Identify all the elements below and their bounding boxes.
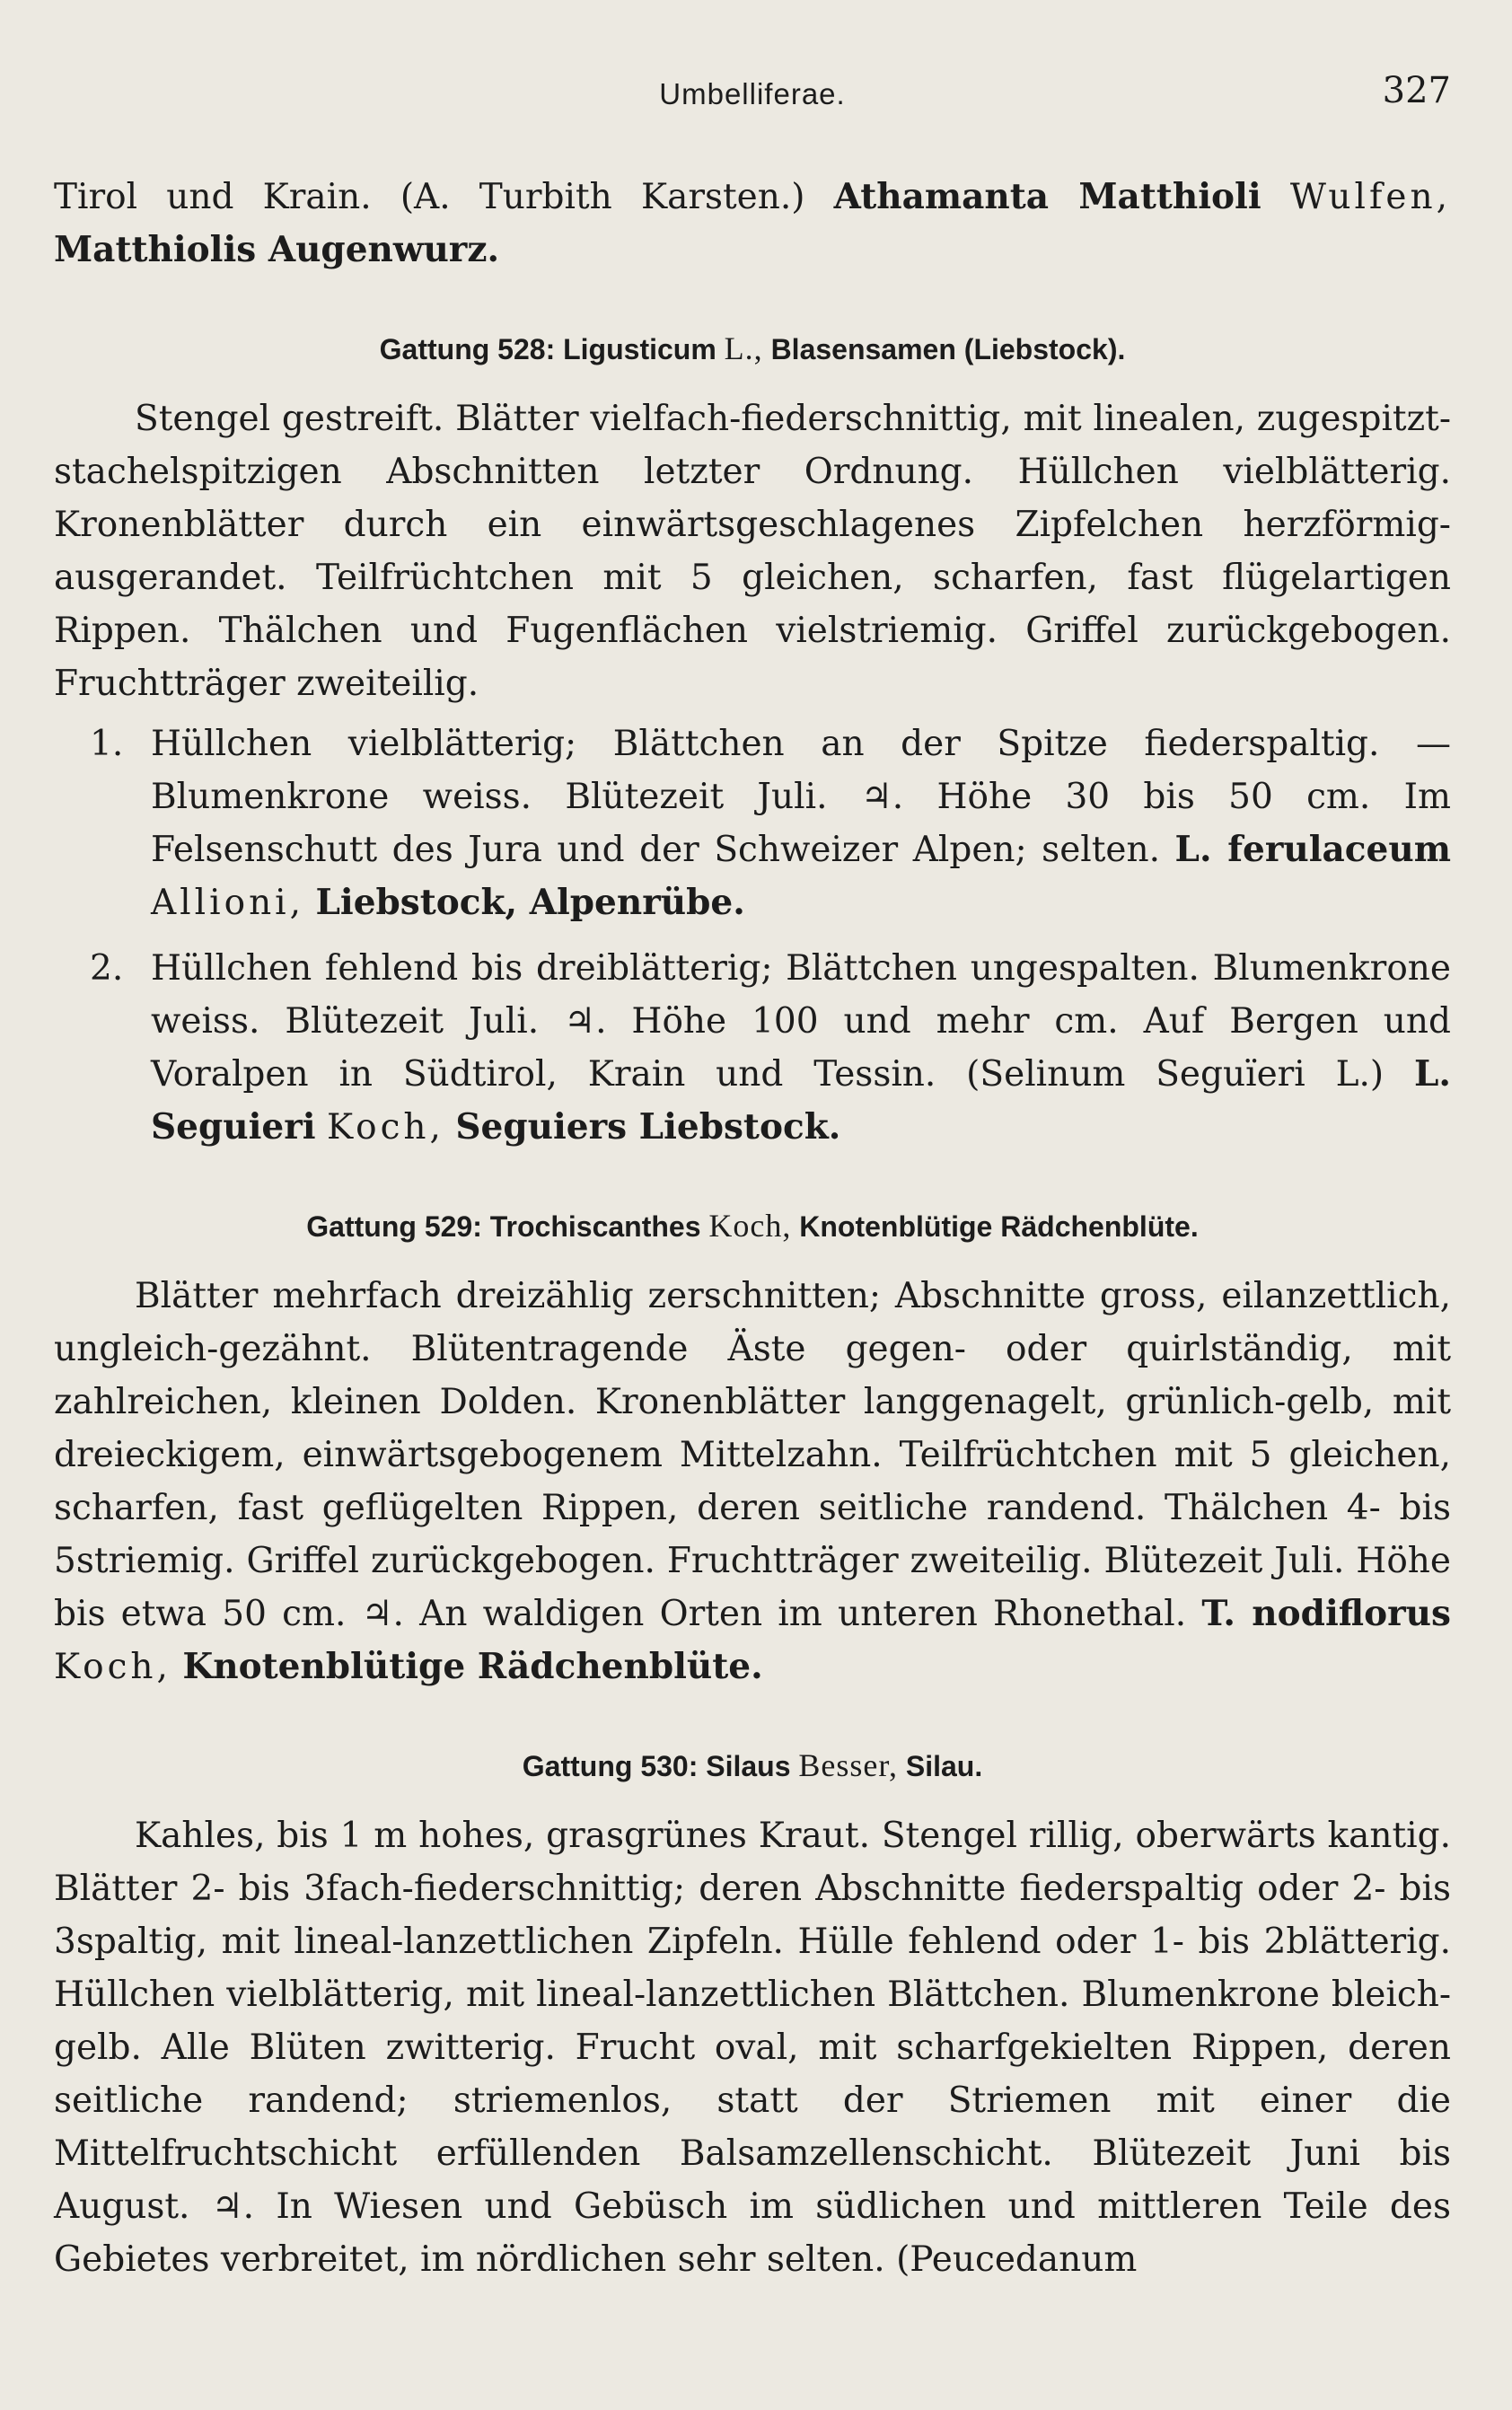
item-text: Hüllchen fehlend bis dreiblätterig; Blättchen ungespalten. Blumenkrone weiss. Blütezeit Juli. ♃. Höhe 100 und mehr cm. Auf Bergen und Voralpen in Südtirol, Krain und Tessin. (Selinum Seguïeri L.): [151, 948, 1451, 1095]
genus-heading-530: [54, 1746, 1451, 1786]
species-common-name: Seguiers Liebstock.: [455, 1106, 841, 1148]
species-author: Koch,: [54, 1647, 171, 1687]
running-title: Umbelliferae.: [659, 77, 846, 110]
item-number: 1.: [90, 724, 124, 764]
species-name: Athamanta Matthioli: [833, 176, 1261, 217]
genus-label: Gattung 529:: [306, 1210, 482, 1243]
species-name: L. ferulaceum: [1174, 829, 1451, 870]
genus-author: L.,: [724, 330, 763, 366]
page-body: [54, 171, 1451, 2286]
genus-description-paragraph: [54, 1270, 1451, 1693]
species-name: T. nodiflorus: [1201, 1593, 1451, 1634]
species-common-name: Liebstock, Alpenrübe.: [315, 882, 745, 923]
intro-text: Tirol und Krain. (A. Turbith Karsten.): [54, 177, 834, 217]
genus-description: Kahles, bis 1 m hohes, grasgrünes Kraut. Stengel rillig, oberwärts kantig. Blätter 2- bis 3fach-fiederschnittig; deren Abschnitte fiederspaltig oder 2- bis 3spaltig, mit lineal-lanzettlichen Zipfeln. Hülle fehlend oder 1- bis 2blätterig. Hüllchen vielblätterig, mit lineal-lanzettlichen Blättchen. Blumenkrone bleich-gelb. Alle Blüten zwitterig. Frucht oval, mit scharfgekielten Rippen, deren seitliche randend; striemenlos, statt der Striemen mit einer die Mittelfruchtschicht erfüllenden Balsamzellenschicht. Blütezeit Juni bis August. ♃. In Wiesen und Gebüsch im südlichen und mittleren Teile des Gebietes verbreitet, im nördlichen sehr selten. (Peucedanum: [54, 1816, 1451, 2280]
species-author: Allioni,: [151, 883, 305, 923]
genus-common-name: Blasensamen (Liebstock).: [770, 333, 1126, 365]
list-item: [54, 717, 1451, 929]
genus-description: Stengel gestreift. Blätter vielfach-fiederschnittig, mit linealen, zugespitzt-stachelspitzigen Abschnitten letzter Ordnung. Hüllchen vielblätterig. Kronenblätter durch ein einwärtsgeschlagenes Zipfelchen herzförmig-ausgerandet. Teilfrüchtchen mit 5 gleichen, scharfen, fast flügelartigen Rippen. Thälchen und Fugenflächen vielstriemig. Griffel zurückgebogen. Fruchtträger zweiteilig.: [54, 399, 1451, 704]
item-text: Hüllchen vielblätterig; Blättchen an der Spitze fiederspaltig. — Blumenkrone weiss. Blütezeit Juli. ♃. Höhe 30 bis 50 cm. Im Felsenschutt des Jura und der Schweizer Alpen; selten.: [151, 724, 1451, 870]
genus-common-name: Silau.: [905, 1750, 983, 1782]
genus-heading-529: [54, 1206, 1451, 1246]
genus-common-name: Knotenblütige Rädchenblüte.: [799, 1210, 1199, 1243]
species-name: L. Seguieri: [151, 1053, 1451, 1148]
page-number: 327: [1382, 70, 1451, 111]
species-common-name: Matthiolis Augenwurz.: [54, 229, 500, 270]
genus-description: Blätter mehrfach dreizählig zerschnitten; Abschnitte gross, eilanzettlich, ungleich-gezähnt. Blütentragende Äste gegen- oder quirlständig, mit zahlreichen, kleinen Dolden. Kronenblätter langgenagelt, grünlich-gelb, mit dreieckigem, einwärtsgebogenem Mittelzahn. Teilfrüchtchen mit 5 gleichen, scharfen, fast geflügelten Rippen, deren seitliche randend. Thälchen 4- bis 5striemig. Griffel zurückgebogen. Fruchtträger zweiteilig. Blütezeit Juli. Höhe bis etwa 50 cm. ♃. An waldigen Orten im unteren Rhonethal.: [54, 1276, 1451, 1634]
list-item: [54, 942, 1451, 1154]
item-number: 2.: [90, 948, 124, 989]
genus-name: Trochiscanthes: [489, 1210, 701, 1243]
species-common-name: Knotenblütige Rädchenblüte.: [182, 1646, 763, 1687]
genus-label: Gattung 530:: [522, 1750, 699, 1782]
genus-author: Koch,: [708, 1208, 792, 1244]
genus-name: Silaus: [706, 1750, 791, 1782]
genus-heading-528: [54, 329, 1451, 369]
genus-name: Ligusticum: [563, 333, 716, 365]
species-author: Koch,: [327, 1107, 444, 1148]
running-header: [54, 70, 1451, 115]
species-author: Wulfen,: [1289, 177, 1451, 217]
genus-author: Besser,: [798, 1747, 898, 1783]
species-key-list: [54, 717, 1451, 1154]
genus-label: Gattung 528:: [379, 333, 556, 365]
intro-paragraph: [54, 171, 1451, 277]
